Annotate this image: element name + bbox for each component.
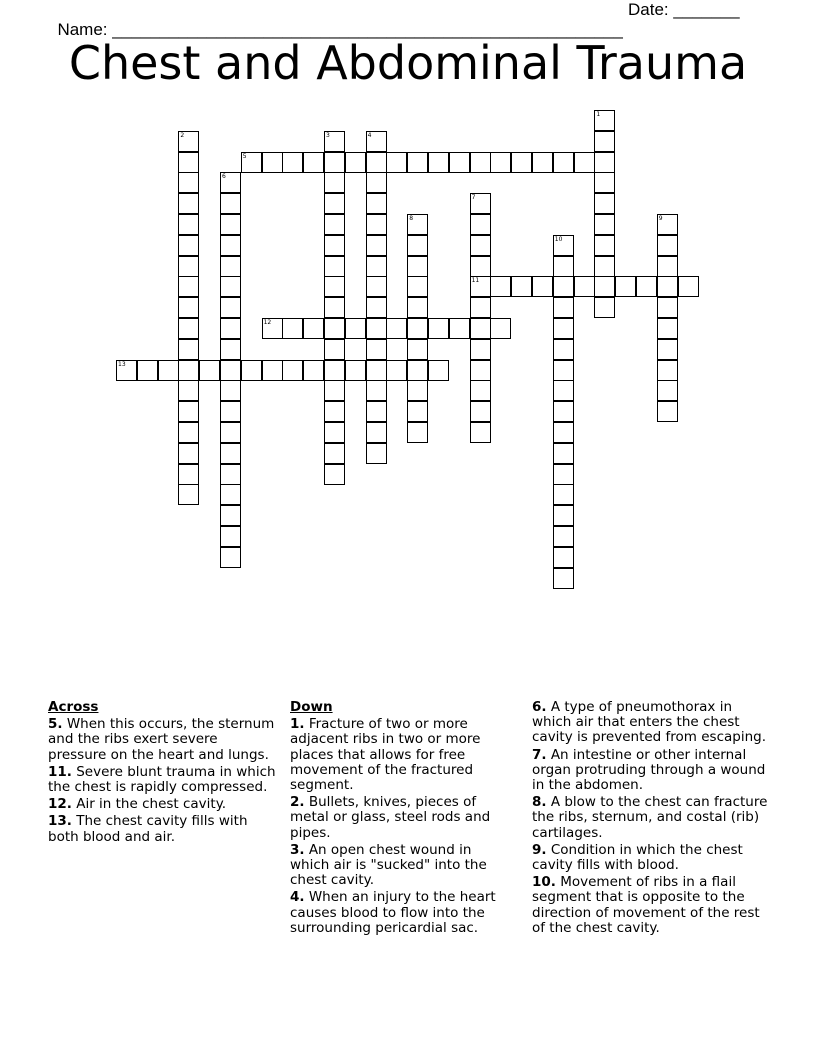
clue-number: 6: [222, 173, 226, 181]
clue-item: [290, 795, 512, 841]
answer-cell[interactable]: [553, 360, 574, 381]
answer-cell[interactable]: [324, 297, 345, 318]
down-heading: Down: [290, 699, 333, 715]
clue-number: 5: [242, 152, 247, 160]
answer-cell[interactable]: [553, 484, 574, 505]
answer-cell[interactable]: [324, 443, 345, 464]
down-clue-list-1: [290, 717, 512, 936]
answer-cell[interactable]: [220, 256, 241, 277]
answer-cell[interactable]: [470, 235, 491, 256]
answer-cell[interactable]: [324, 214, 345, 235]
answer-cell[interactable]: [594, 235, 615, 256]
answer-cell[interactable]: [220, 443, 241, 464]
answer-cell[interactable]: [178, 401, 199, 422]
clue-text: Condition in which the chest cavity fills with blood.: [532, 841, 743, 874]
answer-cell[interactable]: [137, 360, 158, 381]
answer-cell[interactable]: [178, 360, 199, 381]
clue-number-label: 2.: [290, 794, 305, 811]
answer-cell[interactable]: [407, 235, 428, 256]
answer-cell[interactable]: [345, 360, 366, 381]
answer-cell[interactable]: [262, 360, 283, 381]
clue-text: Bullets, knives, pieces of metal or glass, steel rods and pipes.: [290, 794, 491, 841]
answer-cell[interactable]: [407, 360, 428, 381]
answer-cell[interactable]: [428, 360, 449, 381]
puzzle-title: Chest and Abdominal Trauma: [68, 36, 748, 90]
answer-cell[interactable]: [449, 318, 470, 339]
answer-cell[interactable]: [407, 339, 428, 360]
answer-cell[interactable]: [220, 318, 241, 339]
answer-cell[interactable]: [470, 256, 491, 277]
clue-number: 12: [263, 319, 272, 326]
answer-cell[interactable]: [282, 318, 303, 339]
clue-text: Movement of ribs in a flail segment that is opposite to the direction of movement of the rest of the chest cavity.: [532, 874, 760, 936]
clue-number: 8: [409, 215, 414, 222]
answer-cell[interactable]: [657, 256, 678, 277]
clue-text: An open chest wound in which air is "sucked" into the chest cavity.: [290, 841, 487, 889]
answer-cell[interactable]: [366, 360, 387, 381]
clue-number: 13: [118, 360, 126, 368]
answer-cell[interactable]: [428, 318, 449, 339]
answer-cell[interactable]: [178, 443, 199, 464]
answer-cell[interactable]: [407, 318, 428, 339]
across-heading: Across: [48, 699, 99, 715]
answer-cell[interactable]: [324, 422, 345, 443]
answer-cell[interactable]: [178, 152, 199, 173]
answer-cell[interactable]: [366, 193, 387, 214]
answer-cell[interactable]: [407, 214, 428, 235]
clue-number: 2: [180, 131, 185, 139]
answer-cell[interactable]: [657, 297, 678, 318]
clue-item: [48, 717, 280, 763]
answer-cell[interactable]: [220, 172, 241, 193]
answer-cell[interactable]: [594, 214, 615, 235]
answer-cell[interactable]: [324, 256, 345, 277]
answer-cell[interactable]: [594, 256, 615, 277]
answer-cell[interactable]: [345, 318, 366, 339]
answer-cell[interactable]: [220, 360, 241, 381]
answer-cell[interactable]: [366, 297, 387, 318]
answer-cell[interactable]: [511, 276, 532, 297]
answer-cell[interactable]: [366, 131, 387, 152]
clue-text: Air in the chest cavity.: [71, 796, 227, 813]
clue-number: 10: [554, 235, 563, 243]
answer-cell[interactable]: [657, 380, 678, 401]
clue-number: 1: [596, 111, 601, 118]
clue-text: A type of pneumothorax in which air that enters the chest cavity is prevented from escaping.: [532, 699, 767, 746]
answer-cell[interactable]: [178, 464, 199, 485]
answer-cell[interactable]: [199, 360, 220, 381]
answer-cell[interactable]: [470, 380, 491, 401]
answer-cell[interactable]: [574, 152, 595, 173]
clue-number-label: 13.: [48, 813, 72, 830]
clue-number-label: 6.: [532, 699, 547, 715]
answer-cell[interactable]: [366, 443, 387, 464]
answer-cell[interactable]: [553, 401, 574, 422]
answer-cell[interactable]: [220, 422, 241, 443]
clue-text: When an injury to the heart causes blood to flow into the surrounding pericardial sac.: [290, 889, 496, 936]
answer-cell[interactable]: [407, 256, 428, 277]
clue-number-label: 12.: [48, 796, 72, 813]
answer-cell[interactable]: [407, 401, 428, 422]
clues-column-down-1: [290, 700, 512, 938]
answer-cell[interactable]: [470, 360, 491, 381]
answer-cell[interactable]: [220, 339, 241, 360]
answer-cell[interactable]: [116, 360, 137, 381]
answer-cell[interactable]: [324, 235, 345, 256]
answer-cell[interactable]: [366, 380, 387, 401]
answer-cell[interactable]: [324, 464, 345, 485]
answer-cell[interactable]: [220, 193, 241, 214]
clue-text: An intestine or other internal organ protruding through a wound in the abdomen.: [532, 746, 766, 794]
clue-number-label: 10.: [532, 874, 556, 891]
clue-item: [532, 875, 772, 936]
answer-cell[interactable]: [594, 152, 615, 173]
answer-cell[interactable]: [366, 339, 387, 360]
answer-cell[interactable]: [366, 422, 387, 443]
answer-cell[interactable]: [532, 152, 553, 173]
answer-cell[interactable]: [178, 235, 199, 256]
clue-number-label: 1.: [290, 716, 305, 733]
answer-cell[interactable]: [553, 443, 574, 464]
clue-text: A blow to the chest can fracture the ribs, sternum, and costal (rib) cartilages.: [532, 794, 768, 841]
answer-cell[interactable]: [407, 152, 428, 173]
answer-cell[interactable]: [178, 318, 199, 339]
answer-cell[interactable]: [178, 422, 199, 443]
answer-cell[interactable]: [366, 318, 387, 339]
clue-number-label: 11.: [48, 763, 72, 780]
answer-cell[interactable]: [366, 152, 387, 173]
answer-cell[interactable]: [490, 318, 511, 339]
answer-cell[interactable]: [553, 235, 574, 256]
answer-cell[interactable]: [303, 360, 324, 381]
answer-cell[interactable]: [407, 297, 428, 318]
answer-cell[interactable]: [490, 152, 511, 173]
clue-number: 11: [471, 277, 480, 285]
answer-cell[interactable]: [449, 152, 470, 173]
name-field-label[interactable]: Name: ______________________________________________________: [57, 20, 623, 39]
clue-item: [48, 814, 280, 844]
answer-cell[interactable]: [470, 422, 491, 443]
answer-cell[interactable]: [220, 526, 241, 547]
answer-cell[interactable]: [407, 276, 428, 297]
answer-cell[interactable]: [366, 276, 387, 297]
answer-cell[interactable]: [615, 276, 636, 297]
answer-cell[interactable]: [178, 276, 199, 297]
clue-number-label: 8.: [532, 794, 547, 811]
clue-item: [532, 843, 772, 873]
answer-cell[interactable]: [220, 547, 241, 568]
answer-cell[interactable]: [553, 505, 574, 526]
answer-cell[interactable]: [657, 214, 678, 235]
answer-cell[interactable]: [470, 276, 491, 297]
clue-text: Severe blunt trauma in which the chest is rapidly compressed.: [48, 763, 276, 796]
answer-cell[interactable]: [657, 360, 678, 381]
clue-number: 9: [658, 215, 663, 222]
answer-cell[interactable]: [241, 360, 262, 381]
answer-cell[interactable]: [657, 339, 678, 360]
answer-cell[interactable]: [324, 152, 345, 173]
answer-cell[interactable]: [574, 276, 595, 297]
clues-column-across: [48, 700, 280, 847]
answer-cell[interactable]: [366, 401, 387, 422]
answer-cell[interactable]: [553, 568, 574, 589]
answer-cell[interactable]: [303, 152, 324, 173]
clue-text: The chest cavity fills with both blood and air.: [48, 813, 248, 845]
answer-cell[interactable]: [178, 339, 199, 360]
answer-cell[interactable]: [553, 256, 574, 277]
answer-cell[interactable]: [220, 380, 241, 401]
clues-column-down-2: [532, 700, 772, 938]
answer-cell[interactable]: [386, 318, 407, 339]
answer-cell[interactable]: [594, 172, 615, 193]
answer-cell[interactable]: [470, 318, 491, 339]
clue-text: When this occurs, the sternum and the ribs exert severe pressure on the heart and lungs.: [48, 716, 275, 763]
answer-cell[interactable]: [553, 318, 574, 339]
answer-cell[interactable]: [511, 152, 532, 173]
answer-cell[interactable]: [220, 297, 241, 318]
answer-cell[interactable]: [324, 193, 345, 214]
clue-item: [532, 795, 772, 841]
answer-cell[interactable]: [470, 152, 491, 173]
answer-cell[interactable]: [553, 547, 574, 568]
clue-item: [290, 890, 512, 936]
answer-cell[interactable]: [178, 131, 199, 152]
answer-cell[interactable]: [470, 401, 491, 422]
answer-cell[interactable]: [282, 360, 303, 381]
clue-number-label: 7.: [532, 746, 547, 763]
answer-cell[interactable]: [220, 484, 241, 505]
answer-cell[interactable]: [657, 235, 678, 256]
answer-cell[interactable]: [657, 318, 678, 339]
answer-cell[interactable]: [386, 360, 407, 381]
answer-cell[interactable]: [220, 235, 241, 256]
answer-cell[interactable]: [553, 152, 574, 173]
answer-cell[interactable]: [345, 152, 366, 173]
answer-cell[interactable]: [178, 214, 199, 235]
answer-cell[interactable]: [657, 401, 678, 422]
answer-cell[interactable]: [678, 276, 699, 297]
answer-cell[interactable]: [594, 297, 615, 318]
answer-cell[interactable]: [470, 214, 491, 235]
clue-number-label: 3.: [290, 841, 305, 858]
answer-cell[interactable]: [262, 318, 283, 339]
clue-number-label: 4.: [290, 889, 305, 906]
answer-cell[interactable]: [636, 276, 657, 297]
answer-cell[interactable]: [324, 318, 345, 339]
answer-cell[interactable]: [470, 193, 491, 214]
clue-number-label: 5.: [48, 716, 63, 733]
answer-cell[interactable]: [366, 256, 387, 277]
answer-cell[interactable]: [262, 152, 283, 173]
answer-cell[interactable]: [178, 297, 199, 318]
clue-text: Fracture of two or more adjacent ribs in two or more places that allows for free movement of the fractured segment.: [290, 716, 481, 794]
answer-cell[interactable]: [366, 172, 387, 193]
clue-number: 4: [367, 131, 372, 139]
answer-cell[interactable]: [386, 152, 407, 173]
answer-cell[interactable]: [470, 339, 491, 360]
answer-cell[interactable]: [324, 172, 345, 193]
answer-cell[interactable]: [407, 380, 428, 401]
answer-cell[interactable]: [324, 360, 345, 381]
answer-cell[interactable]: [657, 276, 678, 297]
answer-cell[interactable]: [241, 152, 262, 173]
clue-number: 3: [326, 131, 330, 139]
answer-cell[interactable]: [470, 297, 491, 318]
answer-cell[interactable]: [303, 318, 324, 339]
answer-cell[interactable]: [282, 152, 303, 173]
answer-cell[interactable]: [178, 193, 199, 214]
answer-cell[interactable]: [220, 276, 241, 297]
answer-cell[interactable]: [324, 276, 345, 297]
answer-cell[interactable]: [553, 526, 574, 547]
answer-cell[interactable]: [553, 276, 574, 297]
answer-cell[interactable]: [366, 214, 387, 235]
answer-cell[interactable]: [324, 380, 345, 401]
answer-cell[interactable]: [532, 276, 553, 297]
answer-cell[interactable]: [553, 422, 574, 443]
answer-cell[interactable]: [178, 380, 199, 401]
clue-item: [532, 748, 772, 794]
answer-cell[interactable]: [178, 256, 199, 277]
answer-cell[interactable]: [553, 380, 574, 401]
answer-cell[interactable]: [366, 235, 387, 256]
answer-cell[interactable]: [220, 401, 241, 422]
answer-cell[interactable]: [220, 505, 241, 526]
down-clue-list-2: [532, 700, 772, 936]
answer-cell[interactable]: [594, 193, 615, 214]
answer-cell[interactable]: [553, 297, 574, 318]
clue-item: [290, 843, 512, 889]
answer-cell[interactable]: [594, 276, 615, 297]
answer-cell[interactable]: [553, 339, 574, 360]
answer-cell[interactable]: [158, 360, 179, 381]
answer-cell[interactable]: [428, 152, 449, 173]
answer-cell[interactable]: [324, 339, 345, 360]
clue-number-label: 9.: [532, 841, 547, 858]
date-field-label[interactable]: Date: _______: [628, 0, 740, 19]
answer-cell[interactable]: [324, 401, 345, 422]
answer-cell[interactable]: [490, 276, 511, 297]
answer-cell[interactable]: [178, 484, 199, 505]
clue-item: [532, 700, 772, 746]
answer-cell[interactable]: [220, 214, 241, 235]
answer-cell[interactable]: [178, 172, 199, 193]
clue-item: [290, 717, 512, 793]
answer-cell[interactable]: [324, 131, 345, 152]
answer-cell[interactable]: [594, 110, 615, 131]
clue-item: [48, 797, 280, 812]
across-clue-list: [48, 717, 280, 845]
answer-cell[interactable]: [553, 464, 574, 485]
answer-cell[interactable]: [407, 422, 428, 443]
clue-number: 7: [471, 194, 476, 202]
clue-item: [48, 765, 280, 795]
answer-cell[interactable]: [594, 131, 615, 152]
answer-cell[interactable]: [220, 464, 241, 485]
